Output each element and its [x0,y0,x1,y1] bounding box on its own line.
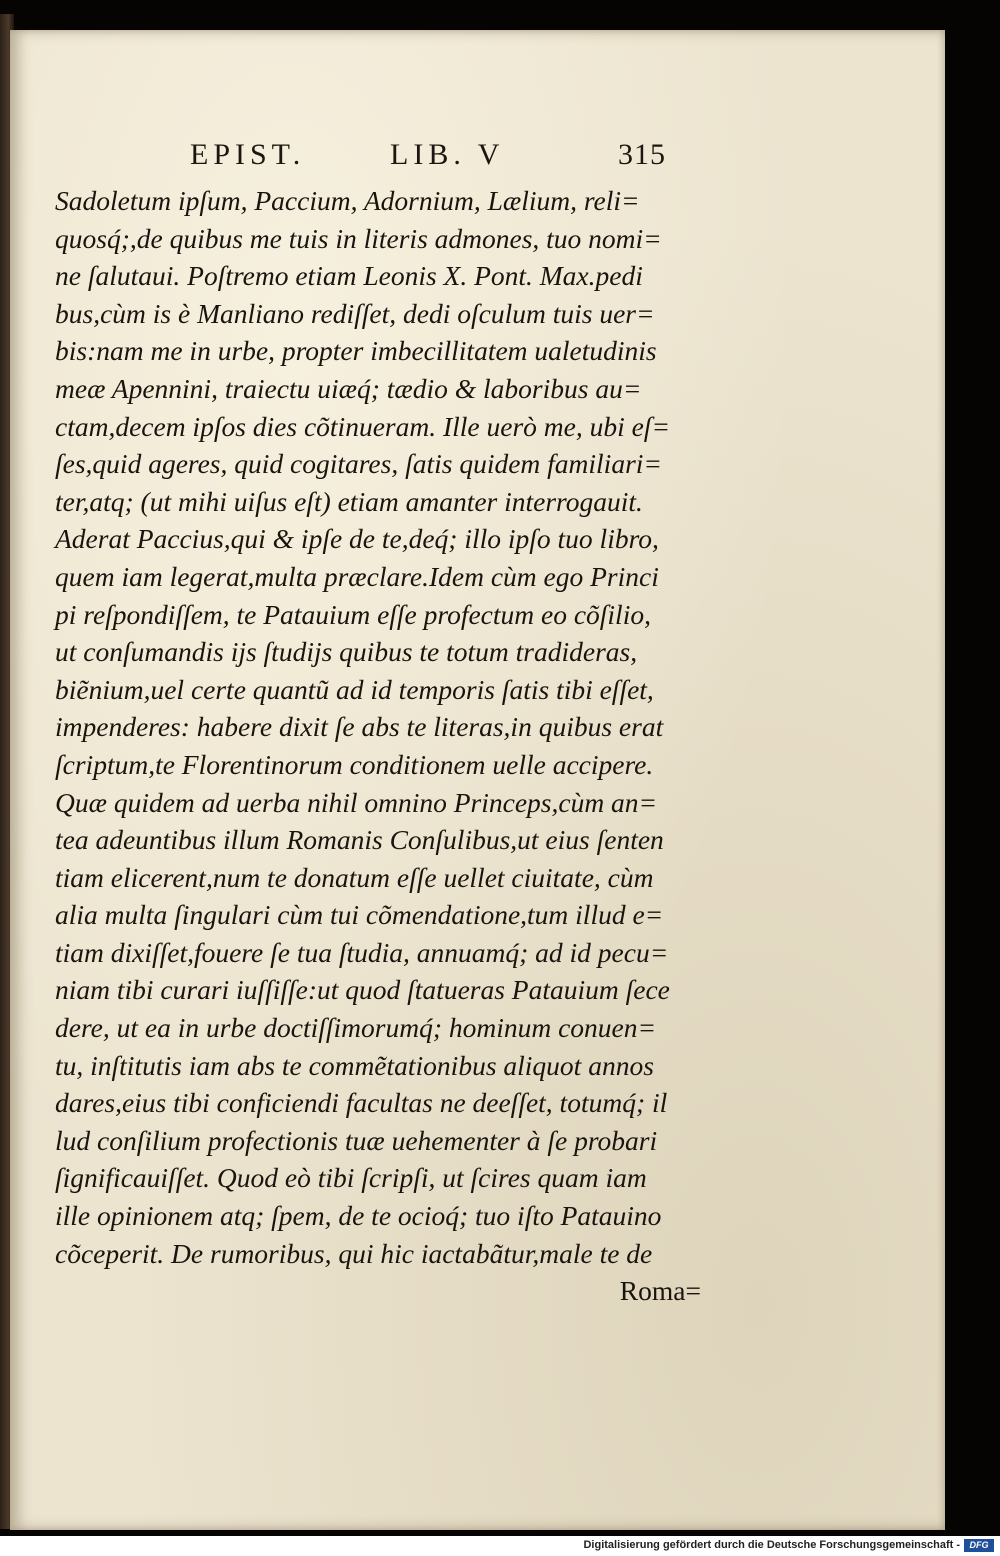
text-line: ſcriptum,te Florentinorum conditionem uelle accipere. [55,748,654,780]
text-line: ctam,decem ipſos dies cõtinueram. Ille uerò me, ubi eſ= [55,410,671,442]
text-line: ſignificauiſſet. Quod eò tibi ſcripſi, ut ſcires quam iam [55,1162,647,1194]
text-line: ne ſalutaui. Poſtremo etiam Leonis X. Pont. Max.pedi [55,260,643,292]
text-line: meæ Apennini, traiectu uiæq́; tædio & laboribus au= [55,372,642,404]
text-line: pi reſpondiſſem, te Patauium eſſe profectum eo cõſilio, [55,598,651,630]
text-line: niam tibi curari iuſſiſſe:ut quod ſtatueras Patauium ſece [55,974,670,1006]
text-line: cõceperit. De rumoribus, qui hic iactabãtur,male te de [55,1237,653,1269]
text-line: alia multa ſingulari cùm tui cõmendatione,tum illud e= [55,899,664,931]
text-line: tu, inſtitutis iam abs te commẽtationibus aliquot annos [55,1049,654,1081]
text-line: bus,cùm is è Manliano rediſſet, dedi oſculum tuis uer= [55,297,655,329]
text-line: lud conſilium profectionis tuæ uehementer à ſe probari [55,1124,658,1156]
text-line: ter,atq; (ut mihi uiſus eſt) etiam amanter interrogauit. [55,485,643,517]
dfg-logo: DFG [964,1539,994,1552]
text-line: dere, ut ea in urbe doctiſſimorumq́; hominum conuen= [55,1012,657,1044]
text-line: ille opinionem atq; ſpem, de te ocioq́; tuo iſto Patauino [55,1200,662,1232]
text-line: biẽnium,uel certe quantũ ad id temporis ſatis tibi eſſet, [55,673,654,705]
text-line: tiam elicerent,num te donatum eſſe uellet ciuitate, cùm [55,861,654,893]
running-head-epist: EPIST. [190,138,306,171]
text-line: dares,eius tibi conficiendi facultas ne deeſſet, totumq́; il [55,1087,668,1119]
text-line: quosq́;,de quibus me tuis in literis admones, tuo nomi= [55,222,662,254]
text-line: Quæ quidem ad uerba nihil omnino Princeps,cùm an= [55,786,658,818]
page-number: 315 [618,138,666,171]
text-line: tea adeuntibus illum Romanis Conſulibus,ut eius ſenten [55,824,664,856]
book-page [10,30,945,1530]
text-line: ut conſumandis ijs ſtudijs quibus te totum tradideras, [55,636,638,668]
text-line: tiam dixiſſet,fouere ſe tua ſtudia, annuamq́; ad id pecu= [55,936,669,968]
catchword: Roma= [619,1275,701,1307]
text-line: bis:nam me in urbe, propter imbecillitatem ualetudinis [55,335,657,367]
text-line: ſes,quid ageres, quid cogitares, ſatis quidem familiari= [55,448,662,480]
text-line: quem iam legerat,multa præclare.Idem cùm ego Princi [55,560,659,592]
body-text [55,182,705,1310]
funding-credit: Digitalisierung gefördert durch die Deutsche Forschungsgemeinschaft - [583,1539,960,1551]
digitization-footer [0,1536,1000,1556]
text-line: impenderes: habere dixit ſe abs te literas,in quibus erat [55,711,664,743]
text-line: Aderat Paccius,qui & ipſe de te,deq́; illo ipſo tuo libro, [55,523,659,555]
running-head [180,138,700,178]
text-line: Sadoletum ipſum, Paccium, Adornium, Lælium, reli= [55,185,640,216]
running-head-book: LIB. V [390,138,505,171]
